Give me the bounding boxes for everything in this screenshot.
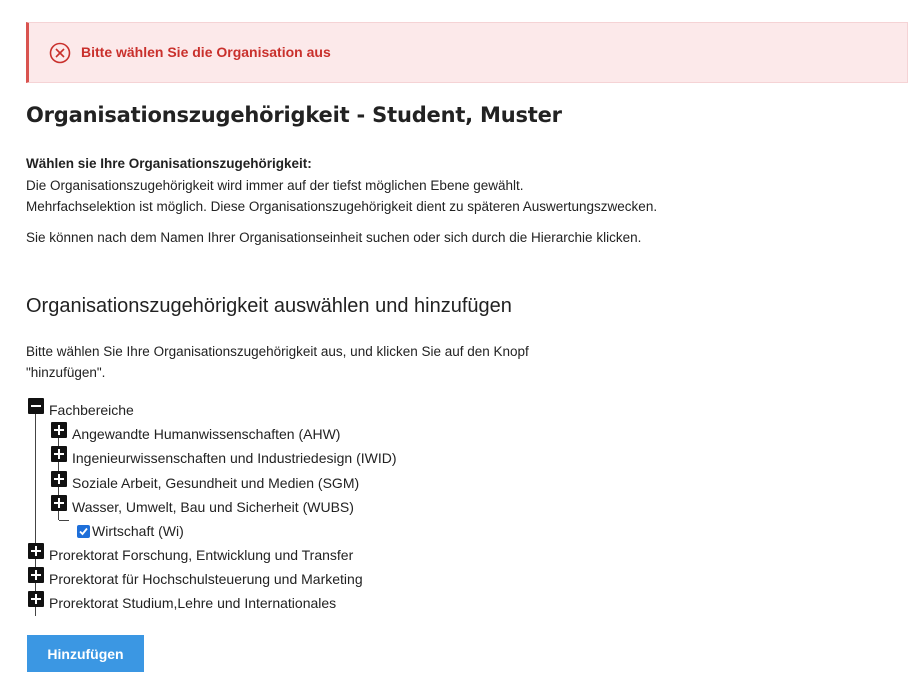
checkmark-icon — [78, 526, 89, 537]
expand-toggle-icon[interactable] — [51, 471, 67, 487]
tree-node-iwid[interactable]: Ingenieurwissenschaften und Industriedesign (IWID) — [72, 450, 397, 466]
section-instruction — [26, 341, 586, 383]
intro-line-2: Mehrfachselektion ist möglich. Diese Organisationszugehörigkeit dient zu späteren Auswertungszwecken. — [26, 199, 658, 214]
tree-node-fachbereiche[interactable]: Fachbereiche — [49, 402, 134, 418]
intro-line-1: Die Organisationszugehörigkeit wird immer auf der tiefst möglichen Ebene gewählt. — [26, 177, 524, 193]
expand-toggle-icon[interactable] — [28, 567, 44, 583]
expand-toggle-icon[interactable] — [51, 422, 67, 438]
error-circle-icon — [49, 42, 71, 64]
instruction-line-1: Bitte wählen Sie Ihre Organisationszugehörigkeit aus, und klicken Sie auf den Knopf — [26, 344, 529, 359]
tree-node-ahw[interactable]: Angewandte Humanwissenschaften (AHW) — [72, 426, 341, 442]
tree-connector — [35, 412, 36, 616]
tree-node-wubs[interactable]: Wasser, Umwelt, Bau und Sicherheit (WUBS) — [72, 499, 354, 515]
search-hint: Sie können nach dem Namen Ihrer Organisationseinheit suchen oder sich durch die Hierarchie klicken. — [26, 230, 642, 245]
tree-node-prorektorat-studium[interactable]: Prorektorat Studium,Lehre und Internationales — [49, 595, 337, 611]
tree-node-sgm[interactable]: Soziale Arbeit, Gesundheit und Medien (SGM) — [72, 475, 360, 491]
error-alert — [26, 22, 908, 83]
tree-connector — [59, 520, 69, 521]
tree-node-prorektorat-hochschulsteuerung[interactable]: Prorektorat für Hochschulsteuerung und Marketing — [49, 571, 363, 587]
expand-toggle-icon[interactable] — [28, 591, 44, 607]
instruction-line-2: "hinzufügen". — [26, 365, 106, 380]
wirtschaft-checkbox[interactable] — [77, 525, 90, 538]
tree-node-wirtschaft[interactable]: Wirtschaft (Wi) — [92, 523, 184, 539]
add-button[interactable]: Hinzufügen — [27, 635, 144, 672]
expand-toggle-icon[interactable] — [51, 495, 67, 511]
page-title: Organisationszugehörigkeit - Student, Muster — [26, 103, 562, 127]
section-title: Organisationszugehörigkeit auswählen und hinzufügen — [26, 295, 512, 317]
error-message: Bitte wählen Sie die Organisation aus — [81, 44, 331, 60]
expand-toggle-icon[interactable] — [28, 543, 44, 559]
expand-toggle-icon[interactable] — [51, 446, 67, 462]
intro-text — [26, 153, 657, 218]
intro-heading: Wählen sie Ihre Organisationszugehörigkeit: — [26, 156, 312, 171]
tree-node-prorektorat-forschung[interactable]: Prorektorat Forschung, Entwicklung und Transfer — [49, 547, 354, 563]
collapse-toggle-icon[interactable] — [28, 398, 44, 414]
